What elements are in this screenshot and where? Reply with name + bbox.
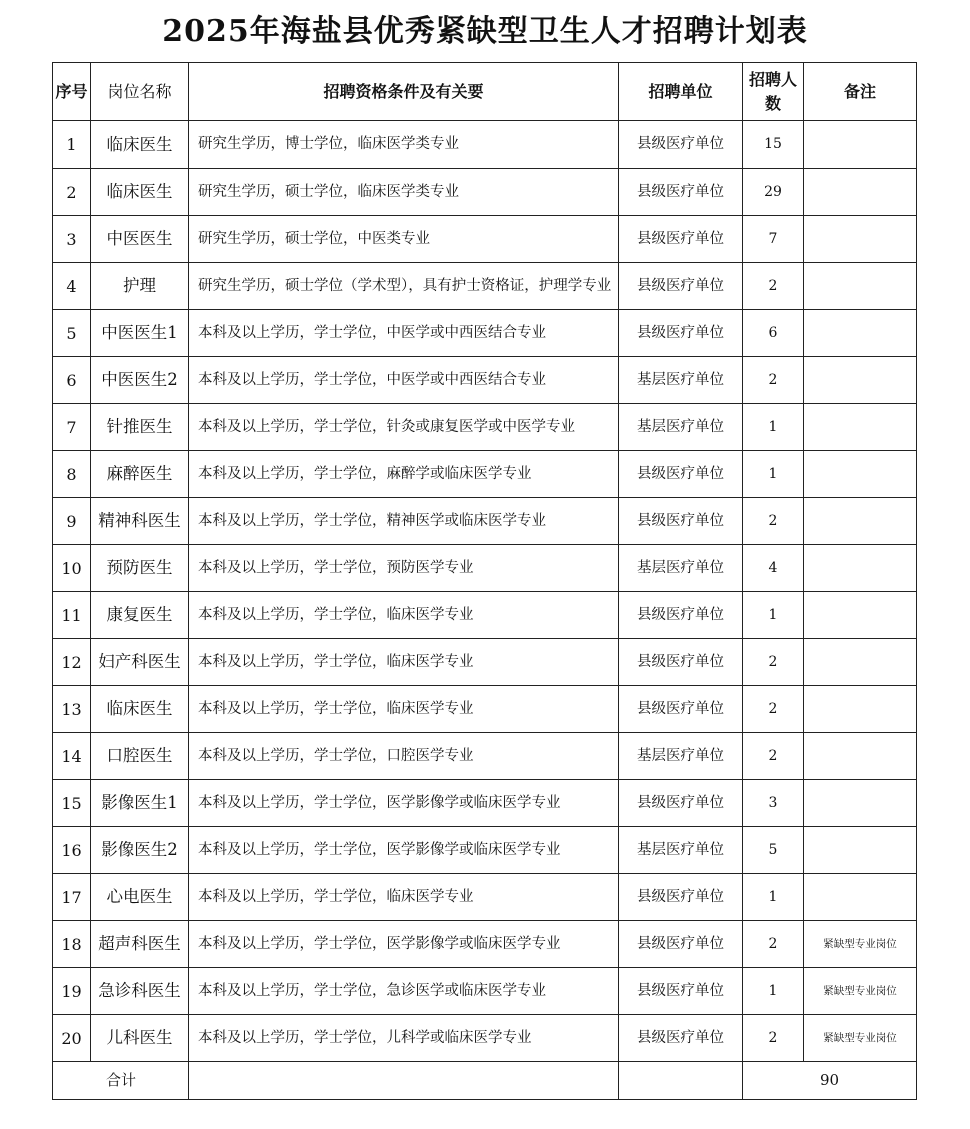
requirements: 本科及以上学历，学士学位，儿科学或临床医学专业 bbox=[189, 1015, 619, 1062]
requirements: 研究生学历，硕士学位，临床医学类专业 bbox=[189, 169, 619, 216]
position-name: 中医医生2 bbox=[91, 357, 189, 404]
requirements: 本科及以上学历，学士学位，急诊医学或临床医学专业 bbox=[189, 968, 619, 1015]
row-number: 9 bbox=[53, 498, 91, 545]
requirements: 本科及以上学历，学士学位，临床医学专业 bbox=[189, 874, 619, 921]
recruiting-unit: 基层医疗单位 bbox=[619, 545, 743, 592]
header-name: 岗位名称 bbox=[91, 63, 189, 121]
total-empty-requirements bbox=[189, 1062, 619, 1100]
table-row bbox=[53, 169, 917, 216]
row-number: 12 bbox=[53, 639, 91, 686]
recruit-count: 4 bbox=[743, 545, 804, 592]
note bbox=[804, 733, 917, 780]
table-row bbox=[53, 357, 917, 404]
requirements: 研究生学历，硕士学位（学术型），具有护士资格证，护理学专业 bbox=[189, 263, 619, 310]
note: 紧缺型专业岗位 bbox=[804, 921, 917, 968]
recruiting-unit: 县级医疗单位 bbox=[619, 121, 743, 169]
table-row bbox=[53, 310, 917, 357]
recruiting-unit: 县级医疗单位 bbox=[619, 310, 743, 357]
requirements: 本科及以上学历，学士学位，针灸或康复医学或中医学专业 bbox=[189, 404, 619, 451]
note bbox=[804, 686, 917, 733]
recruiting-unit: 基层医疗单位 bbox=[619, 404, 743, 451]
recruiting-unit: 县级医疗单位 bbox=[619, 921, 743, 968]
table-row bbox=[53, 921, 917, 968]
requirements: 本科及以上学历，学士学位，精神医学或临床医学专业 bbox=[189, 498, 619, 545]
row-number: 16 bbox=[53, 827, 91, 874]
position-name: 影像医生2 bbox=[91, 827, 189, 874]
table-row bbox=[53, 263, 917, 310]
note bbox=[804, 451, 917, 498]
recruit-count: 3 bbox=[743, 780, 804, 827]
recruiting-unit: 县级医疗单位 bbox=[619, 263, 743, 310]
recruit-count: 2 bbox=[743, 639, 804, 686]
position-name: 妇产科医生 bbox=[91, 639, 189, 686]
table-row bbox=[53, 1015, 917, 1062]
table-row bbox=[53, 451, 917, 498]
recruit-count: 2 bbox=[743, 921, 804, 968]
table-row bbox=[53, 545, 917, 592]
requirements: 本科及以上学历，学士学位，临床医学专业 bbox=[189, 686, 619, 733]
row-number: 19 bbox=[53, 968, 91, 1015]
row-number: 14 bbox=[53, 733, 91, 780]
header-row bbox=[53, 63, 917, 121]
table-row bbox=[53, 968, 917, 1015]
recruit-count: 2 bbox=[743, 263, 804, 310]
recruiting-unit: 县级医疗单位 bbox=[619, 780, 743, 827]
note bbox=[804, 874, 917, 921]
recruit-count: 1 bbox=[743, 592, 804, 639]
row-number: 7 bbox=[53, 404, 91, 451]
recruit-count: 7 bbox=[743, 216, 804, 263]
position-name: 心电医生 bbox=[91, 874, 189, 921]
page-title: 2025年海盐县优秀紧缺型卫生人才招聘计划表 bbox=[162, 14, 808, 49]
position-name: 中医医生1 bbox=[91, 310, 189, 357]
table-row bbox=[53, 639, 917, 686]
table-row bbox=[53, 121, 917, 169]
recruiting-unit: 县级医疗单位 bbox=[619, 874, 743, 921]
position-name: 临床医生 bbox=[91, 121, 189, 169]
table-row bbox=[53, 686, 917, 733]
total-row bbox=[53, 1062, 917, 1100]
note bbox=[804, 310, 917, 357]
recruitment-plan-table bbox=[52, 62, 917, 1100]
table-row bbox=[53, 592, 917, 639]
position-name: 影像医生1 bbox=[91, 780, 189, 827]
recruiting-unit: 县级医疗单位 bbox=[619, 592, 743, 639]
note bbox=[804, 216, 917, 263]
row-number: 17 bbox=[53, 874, 91, 921]
recruiting-unit: 基层医疗单位 bbox=[619, 733, 743, 780]
position-name: 口腔医生 bbox=[91, 733, 189, 780]
table-row bbox=[53, 498, 917, 545]
recruit-count: 1 bbox=[743, 968, 804, 1015]
table-row bbox=[53, 404, 917, 451]
note bbox=[804, 780, 917, 827]
row-number: 8 bbox=[53, 451, 91, 498]
position-name: 针推医生 bbox=[91, 404, 189, 451]
requirements: 本科及以上学历，学士学位，中医学或中西医结合专业 bbox=[189, 357, 619, 404]
header-unit: 招聘单位 bbox=[619, 63, 743, 121]
recruiting-unit: 县级医疗单位 bbox=[619, 216, 743, 263]
recruit-count: 2 bbox=[743, 1015, 804, 1062]
row-number: 18 bbox=[53, 921, 91, 968]
recruiting-unit: 县级医疗单位 bbox=[619, 686, 743, 733]
requirements: 研究生学历，博士学位，临床医学类专业 bbox=[189, 121, 619, 169]
position-name: 精神科医生 bbox=[91, 498, 189, 545]
row-number: 2 bbox=[53, 169, 91, 216]
position-name: 急诊科医生 bbox=[91, 968, 189, 1015]
recruit-count: 1 bbox=[743, 451, 804, 498]
header-requirements: 招聘资格条件及有关要 bbox=[189, 63, 619, 121]
requirements: 研究生学历，硕士学位，中医类专业 bbox=[189, 216, 619, 263]
recruit-count: 1 bbox=[743, 874, 804, 921]
note bbox=[804, 639, 917, 686]
note bbox=[804, 404, 917, 451]
requirements: 本科及以上学历，学士学位，医学影像学或临床医学专业 bbox=[189, 827, 619, 874]
note bbox=[804, 121, 917, 169]
position-name: 超声科医生 bbox=[91, 921, 189, 968]
header-no: 序号 bbox=[53, 63, 91, 121]
note bbox=[804, 827, 917, 874]
position-name: 麻醉医生 bbox=[91, 451, 189, 498]
recruit-count: 29 bbox=[743, 169, 804, 216]
note bbox=[804, 169, 917, 216]
note bbox=[804, 498, 917, 545]
requirements: 本科及以上学历，学士学位，口腔医学专业 bbox=[189, 733, 619, 780]
row-number: 10 bbox=[53, 545, 91, 592]
position-name: 临床医生 bbox=[91, 686, 189, 733]
table-row bbox=[53, 216, 917, 263]
recruiting-unit: 基层医疗单位 bbox=[619, 827, 743, 874]
recruiting-unit: 县级医疗单位 bbox=[619, 1015, 743, 1062]
requirements: 本科及以上学历，学士学位，中医学或中西医结合专业 bbox=[189, 310, 619, 357]
note bbox=[804, 263, 917, 310]
header-count: 招聘人数 bbox=[743, 63, 804, 121]
requirements: 本科及以上学历，学士学位，医学影像学或临床医学专业 bbox=[189, 921, 619, 968]
recruit-count: 2 bbox=[743, 733, 804, 780]
total-empty-unit bbox=[619, 1062, 743, 1100]
table-row bbox=[53, 874, 917, 921]
position-name: 康复医生 bbox=[91, 592, 189, 639]
requirements: 本科及以上学历，学士学位，麻醉学或临床医学专业 bbox=[189, 451, 619, 498]
recruiting-unit: 县级医疗单位 bbox=[619, 968, 743, 1015]
table-row bbox=[53, 733, 917, 780]
note: 紧缺型专业岗位 bbox=[804, 968, 917, 1015]
recruit-count: 6 bbox=[743, 310, 804, 357]
note: 紧缺型专业岗位 bbox=[804, 1015, 917, 1062]
requirements: 本科及以上学历，学士学位，预防医学专业 bbox=[189, 545, 619, 592]
requirements: 本科及以上学历，学士学位，临床医学专业 bbox=[189, 592, 619, 639]
row-number: 5 bbox=[53, 310, 91, 357]
row-number: 15 bbox=[53, 780, 91, 827]
row-number: 20 bbox=[53, 1015, 91, 1062]
row-number: 13 bbox=[53, 686, 91, 733]
recruiting-unit: 县级医疗单位 bbox=[619, 451, 743, 498]
header-note: 备注 bbox=[804, 63, 917, 121]
position-name: 预防医生 bbox=[91, 545, 189, 592]
note bbox=[804, 592, 917, 639]
recruit-count: 1 bbox=[743, 404, 804, 451]
row-number: 4 bbox=[53, 263, 91, 310]
recruit-count: 15 bbox=[743, 121, 804, 169]
position-name: 护理 bbox=[91, 263, 189, 310]
recruiting-unit: 县级医疗单位 bbox=[619, 498, 743, 545]
recruit-count: 2 bbox=[743, 686, 804, 733]
recruiting-unit: 县级医疗单位 bbox=[619, 639, 743, 686]
recruit-count: 2 bbox=[743, 498, 804, 545]
row-number: 11 bbox=[53, 592, 91, 639]
total-label: 合计 bbox=[53, 1062, 189, 1100]
note bbox=[804, 357, 917, 404]
position-name: 中医医生 bbox=[91, 216, 189, 263]
recruit-count: 5 bbox=[743, 827, 804, 874]
row-number: 3 bbox=[53, 216, 91, 263]
row-number: 6 bbox=[53, 357, 91, 404]
row-number: 1 bbox=[53, 121, 91, 169]
requirements: 本科及以上学历，学士学位，医学影像学或临床医学专业 bbox=[189, 780, 619, 827]
note bbox=[804, 545, 917, 592]
table-row bbox=[53, 827, 917, 874]
requirements: 本科及以上学历，学士学位，临床医学专业 bbox=[189, 639, 619, 686]
recruiting-unit: 基层医疗单位 bbox=[619, 357, 743, 404]
recruit-count: 2 bbox=[743, 357, 804, 404]
position-name: 临床医生 bbox=[91, 169, 189, 216]
position-name: 儿科医生 bbox=[91, 1015, 189, 1062]
table-row bbox=[53, 780, 917, 827]
recruiting-unit: 县级医疗单位 bbox=[619, 169, 743, 216]
total-value: 90 bbox=[743, 1062, 917, 1100]
